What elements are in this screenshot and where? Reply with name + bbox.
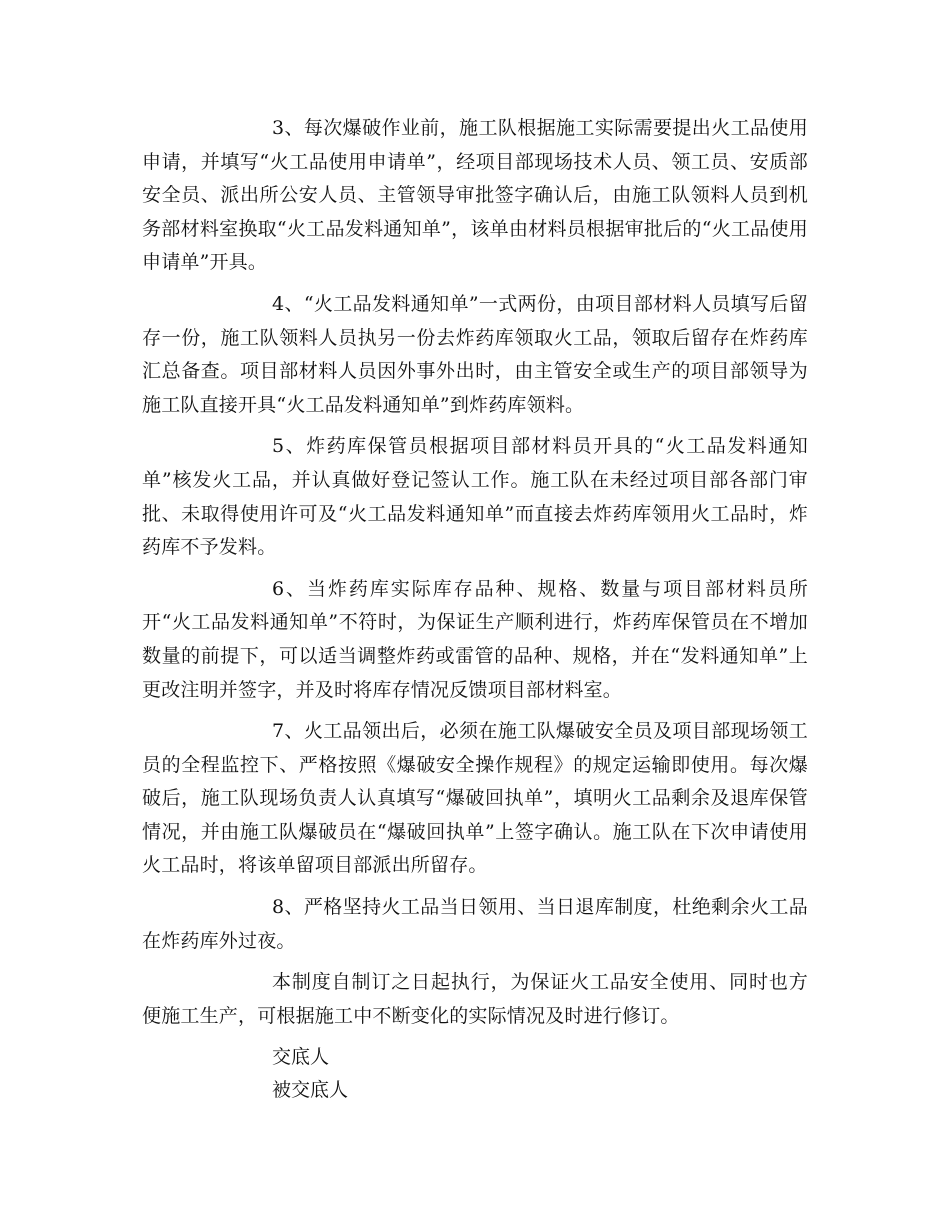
paragraph-item-6: 6、当炸药库实际库存品种、规格、数量与项目部材料员所开“火工品发料通知单”不符时，为保证生产顺利进行，炸药库保管员在不增加数量的前提下，可以适当调整炸药或雷管的品种、规格，并在“发料通知单”上更改注明并签字，并及时将库存情况反馈项目部材料室。	[142, 577, 808, 701]
document-page	[142, 112, 808, 1107]
paragraph-item-7: 7、火工品领出后，必须在施工队爆破安全员及项目部现场领工员的全程监控下、严格按照《爆破安全操作规程》的规定运输即使用。每次爆破后，施工队现场负责人认真填写“爆破回执单”，填明火工品剩余及退库保管情况，并由施工队爆破员在“爆破回执单”上签字确认。施工队在下次申请使用火工品时，将该单留项目部派出所留存。	[142, 720, 808, 877]
signature-discloser: 交底人	[272, 1046, 330, 1069]
signature-recipient: 被交底人	[272, 1079, 349, 1102]
paragraph-item-5: 5、炸药库保管员根据项目部材料员开具的“火工品发料通知单”核发火工品，并认真做好登记签认工作。施工队在未经过项目部各部门审批、未取得使用许可及“火工品发料通知单”而直接去炸药库领用火工品时，炸药库不予发料。	[142, 435, 808, 559]
paragraph-item-3: 3、每次爆破作业前，施工队根据施工实际需要提出火工品使用申请，并填写“火工品使用申请单”，经项目部现场技术人员、领工员、安质部安全员、派出所公安人员、主管领导审批签字确认后，由施工队领料人员到机务部材料室换取“火工品发料通知单”，该单由材料员根据审批后的“火工品使用申请单”开具。	[142, 117, 808, 274]
paragraph-effective-clause: 本制度自制订之日起执行，为保证火工品安全使用、同时也方便施工生产，可根据施工中不断变化的实际情况及时进行修订。	[142, 971, 808, 1027]
paragraph-item-4: 4、“火工品发料通知单”一式两份，由项目部材料人员填写后留存一份，施工队领料人员执另一份去炸药库领取火工品，领取后留存在炸药库汇总备查。项目部材料人员因外事外出时，由主管安全或生产的项目部领导为施工队直接开具“火工品发料通知单”到炸药库领料。	[142, 292, 808, 416]
paragraph-item-8: 8、严格坚持火工品当日领用、当日退库制度，杜绝剩余火工品在炸药库外过夜。	[142, 896, 808, 952]
